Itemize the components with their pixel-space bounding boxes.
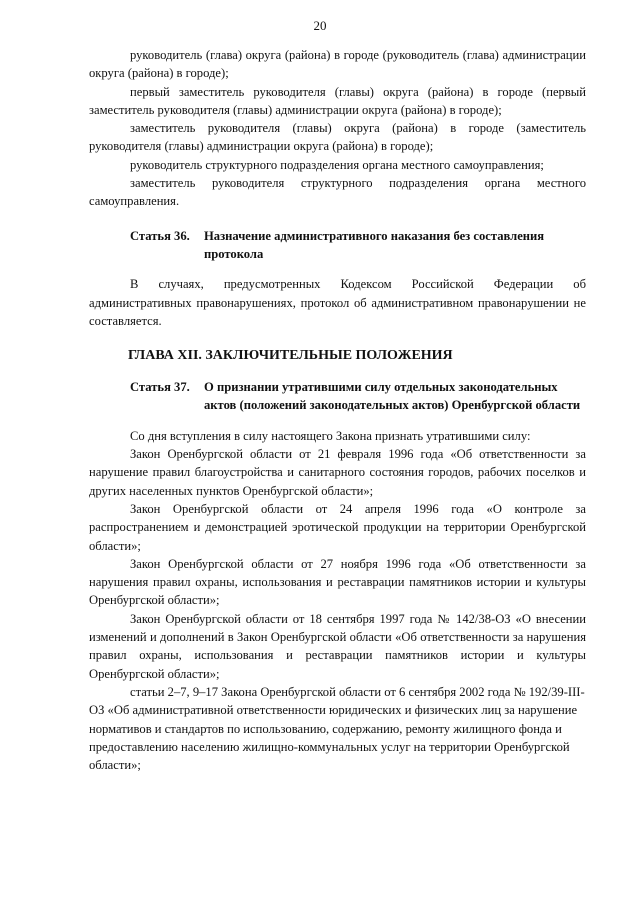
article-37-prefix: Статья 37.	[130, 380, 190, 395]
article-36-prefix: Статья 36.	[130, 228, 190, 243]
list-item: заместитель руководителя структурного подразделения органа местного самоуправления.	[89, 176, 586, 209]
spacer	[89, 211, 586, 227]
list-item: первый заместитель руководителя (главы) округа (района) в городе (первый заместитель руководителя (главы) администрации округа (района) в городе);	[89, 84, 586, 117]
document-body	[89, 46, 586, 774]
list-item: статьи 2–7, 9–17 Закона Оренбургской области от 6 сентября 2002 года № 192/39-III-ОЗ «Об административной ответственности юридических и физических лиц за нарушение нормативов и стандартов по использованию, содержанию, ремонту жилищного фонда и предоставлению населению жилищно-коммунальных услуг на территории Оренбургской области»;	[89, 684, 585, 773]
list-item: Закон Оренбургской области от 27 ноября 1996 года «Об ответственности за нарушения правил охраны, использования и реставрации памятников истории и культуры Оренбургской области»;	[89, 556, 586, 608]
article-37-heading	[89, 378, 586, 415]
list-item: руководитель (глава) округа (района) в городе (руководитель (глава) администрации округа (района) в городе);	[89, 48, 586, 81]
article-36-text: В случаях, предусмотренных Кодексом Российской Федерации об административных правонарушениях, протокол об административном правонарушении не составляется.	[89, 277, 586, 328]
list-item: Закон Оренбургской области от 24 апреля 1996 года «О контроле за распространением и демонстрацией эротической продукции на территории Оренбургской области»;	[89, 501, 586, 553]
spacer	[89, 366, 586, 378]
chapter-title: ГЛАВА XII. ЗАКЛЮЧИТЕЛЬНЫЕ ПОЛОЖЕНИЯ	[128, 348, 453, 364]
spacer	[89, 415, 586, 427]
spacer	[89, 263, 586, 275]
article-36-title: Назначение административного наказания без составления протокола	[204, 228, 545, 261]
spacer	[89, 330, 586, 346]
article-37-title: О признании утратившими силу отдельных законодательных актов (положений законодательных актов) Оренбургской области	[204, 380, 581, 413]
article-37-intro: Со дня вступления в силу настоящего Закона признать утратившими силу:	[130, 428, 531, 443]
page-number: 20	[313, 18, 327, 33]
list-item: Закон Оренбургской области от 21 февраля 1996 года «Об ответственности за нарушение правил благоустройства и санитарного состояния городов, рабочих поселков и других населенных пунктов Оренбургской области»;	[89, 447, 586, 498]
article-36-heading	[89, 227, 586, 264]
list-item: Закон Оренбургской области от 18 сентября 1997 года № 142/38-ОЗ «О внесении изменений и дополнений в Закон Оренбургской области «Об ответственности за нарушения правил охраны, использования и реставрации памятников истории и культуры Оренбургской области»;	[89, 611, 586, 681]
list-item: руководитель структурного подразделения органа местного самоуправления;	[130, 157, 544, 172]
list-item: заместитель руководителя (главы) округа (района) в городе (заместитель руководителя (главы) администрации округа (района) в городе);	[89, 121, 586, 154]
